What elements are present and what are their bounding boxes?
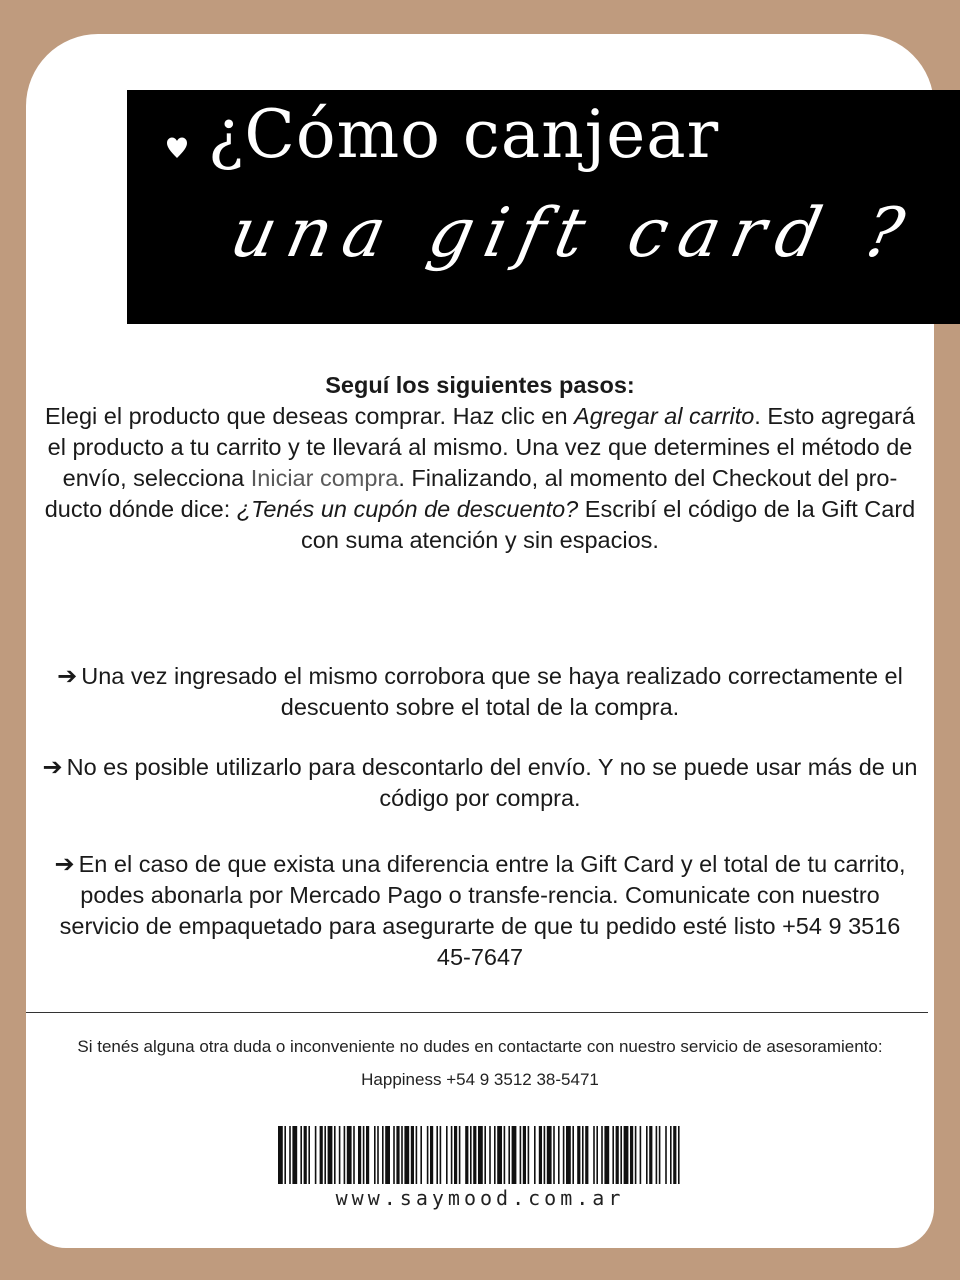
arrow-right-icon: ➔ [42,754,63,781]
barcode-bar [640,1126,642,1184]
barcode-bar [278,1126,283,1184]
barcode-bar [558,1126,560,1184]
barcode-bar [347,1126,352,1184]
barcode-bar [582,1126,584,1184]
coupon-question: ¿Tenés un cupón de descuento? [236,496,579,522]
barcode-bar [577,1126,580,1184]
barcode-bar [678,1126,680,1184]
barcode-bar [427,1126,429,1184]
arrow-right-icon: ➔ [57,663,78,690]
barcode-bar [604,1126,609,1184]
barcode-bar [534,1126,536,1184]
barcode-bar [489,1126,491,1184]
barcode-bar [465,1126,468,1184]
barcode-bar [320,1126,323,1184]
barcode-bar [374,1126,376,1184]
barcode-bar [451,1126,453,1184]
barcode-bar [366,1126,369,1184]
barcode-bar [539,1126,542,1184]
website-link[interactable]: www.saymood.com.ar [335,1186,625,1210]
barcode-bar [324,1126,326,1184]
instructions-text-1: Elegi el producto que deseas comprar. Haz clic en [45,403,575,429]
barcode-bar [292,1126,297,1184]
barcode-bar [630,1126,633,1184]
note-text: No es posible utilizarlo para descontarlo del envío. Y no se puede usar más de un código por compra. [66,754,918,811]
barcode-bar [553,1126,555,1184]
instructions-text-2: . Esto agregará el producto a tu carrito y te llevará al mismo. Una vez que determines el método de envío, selecciona [47,403,915,491]
barcode-bar [358,1126,361,1184]
divider [26,1012,928,1013]
barcode-bar [308,1126,310,1184]
barcode-bar [436,1126,438,1184]
barcode-bar [593,1126,595,1184]
barcode-bar [484,1126,486,1184]
note-text: Una vez ingresado el mismo corrobora que se haya realizado correctamente el descuento sobre el total de la compra. [81,663,903,720]
instructions-text-3: . Finalizando, al momento del Checkout del pro-ducto dónde dice: [44,465,898,522]
barcode-bar [416,1126,418,1184]
barcode-bar [665,1126,667,1184]
barcode-bar [304,1126,307,1184]
barcode-bar [596,1126,598,1184]
barcode-bar [620,1126,622,1184]
barcode-bar [673,1126,676,1184]
barcode-bar [572,1126,574,1184]
barcode-bar [396,1126,399,1184]
barcode-bar [385,1126,390,1184]
instructions-heading: Seguí los siguientes pasos: [325,372,635,398]
barcode-bar [382,1126,384,1184]
barcode-bar [635,1126,637,1184]
heart-icon [166,136,188,160]
barcode-bar [494,1126,496,1184]
instructions-text-4: Escribí el código de la Gift Card con suma atención y sin espacios. [301,496,916,553]
instructions-block [40,370,920,556]
barcode-bar [339,1126,341,1184]
barcode-bar [393,1126,395,1184]
barcode-bar [440,1126,442,1184]
barcode-bar [547,1126,552,1184]
title-line-1: ¿Cómo canjear [208,96,720,173]
barcode-bar [478,1126,483,1184]
arrow-right-icon: ➔ [54,851,75,878]
barcode-bar [512,1126,517,1184]
barcode-bar [300,1126,302,1184]
note-item [40,849,920,973]
barcode-bar [646,1126,648,1184]
barcode-bar [544,1126,546,1184]
barcode-bar [624,1126,629,1184]
barcode-bar [585,1126,588,1184]
barcode-bar [328,1126,333,1184]
barcode-bar [430,1126,433,1184]
barcode-bar [601,1126,603,1184]
note-text: En el caso de que exista una diferencia entre la Gift Card y el total de tu carrito, podes abonarla por Mercado Pago o transfe-rencia. Comunicate con nuestro servicio de empaquetado para asegurarte de que tu pedido esté listo +54 9 3516 45-7647 [59,851,906,970]
barcode-bar [284,1126,286,1184]
barcode-bar [659,1126,661,1184]
barcode-bar [504,1126,506,1184]
barcode-bar [411,1126,414,1184]
title-line-2: una gift card ? [223,194,923,273]
note-item [40,752,920,814]
barcode-bar [334,1126,336,1184]
barcode-bar [454,1126,457,1184]
barcode-bar [470,1126,472,1184]
barcode-bar [401,1126,403,1184]
barcode-bar [563,1126,565,1184]
barcode-graphic [278,1126,682,1184]
barcode-bar [523,1126,526,1184]
barcode-bar [508,1126,510,1184]
barcode-bar [459,1126,461,1184]
barcode-bar [497,1126,502,1184]
barcode-bar [616,1126,619,1184]
contact-text: Si tenés alguna otra duda o inconveniente no dudes en contactarte con nuestro servicio de asesoramiento: Happiness +54 9 3512 38-5471 [77,1037,883,1089]
barcode-bar [315,1126,317,1184]
barcode-bar [670,1126,672,1184]
barcode-bar [528,1126,530,1184]
note-item [40,661,920,723]
barcode-bar [404,1126,409,1184]
barcode-bar [612,1126,614,1184]
barcode-bar [649,1126,652,1184]
barcode-bar [520,1126,522,1184]
barcode-bar [289,1126,291,1184]
barcode-bar [353,1126,355,1184]
add-to-cart-label: Agregar al carrito [574,403,755,429]
barcode-bar [420,1126,422,1184]
barcode-bar [656,1126,658,1184]
barcode-bar [377,1126,379,1184]
barcode-bar [473,1126,476,1184]
start-purchase-label: Iniciar compra [250,465,399,491]
barcode-bar [344,1126,346,1184]
barcode-bar [446,1126,448,1184]
barcode-bar [363,1126,365,1184]
barcode-bar [566,1126,571,1184]
